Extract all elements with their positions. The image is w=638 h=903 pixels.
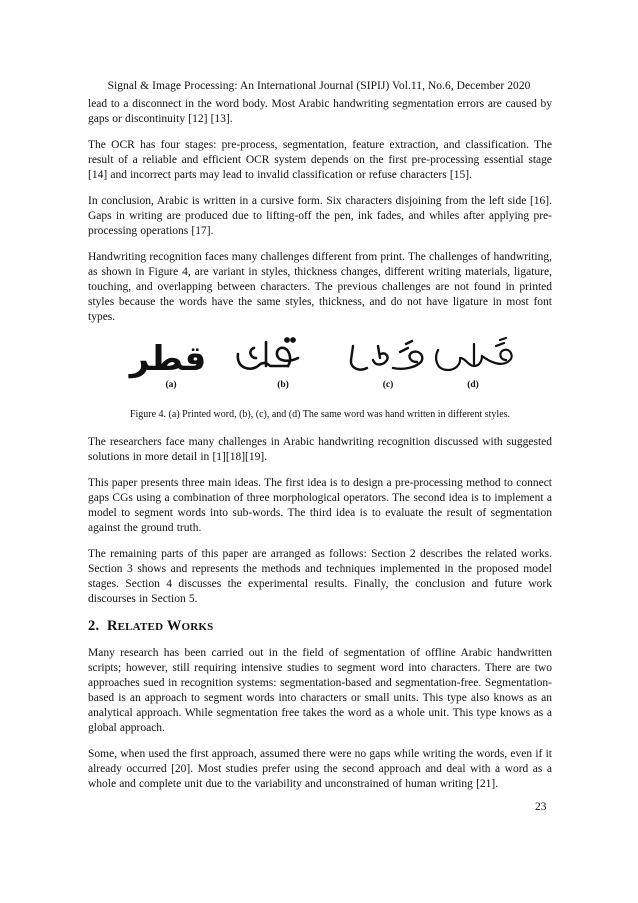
section-title-initial-r: R [106,618,118,634]
page-body [88,97,552,803]
section-title-smallcaps-orks: ORKS [181,621,214,633]
section-title-initial-w: W [166,618,182,634]
figure-label-b: (b) [277,380,289,390]
paragraph: The remaining parts of this paper are arranged as follows: Section 2 describes the related works. Section 3 shows and represents the methods and techniques implemented in the proposed model stages. Section 4 discusses the experimental results. Finally, the conclusion and future work discourses in Section 5. [88,548,552,605]
section-heading [88,618,552,635]
section-title-smallcaps-elated: ELATED [117,621,164,633]
paragraph: lead to a disconnect in the word body. Most Arabic handwriting segmentation errors are caused by gaps or discontinuity [12] [13]. [88,98,552,125]
running-header: Signal & Image Processing: An International Journal (SIPIJ) Vol.11, No.6, December 2020 [107,80,531,92]
section-number: 2. [88,618,100,634]
paragraph: Some, when used the first approach, assumed there were no gaps while writing the words, even if it already occurred [20]. Most studies prefer using the second approach and deal with a word as a whole and complete unit due to the variability and unconstrained of human writing [21]. [88,748,552,790]
figure-4 [88,336,552,396]
paragraph: In conclusion, Arabic is written in a cursive form. Six characters disjoining from the left side [16]. Gaps in writing are produced due to lifting-off the pen, ink fades, and whiles after applying pre-processing operations [17]. [88,195,552,237]
paragraph: The researchers face many challenges in Arabic handwriting recognition discussed with suggested solutions in more detail in [1][18][19]. [88,436,552,463]
handwritten-word-d [436,338,511,370]
paragraph: The OCR has four stages: pre-process, segmentation, feature extraction, and classification. The result of a reliable and efficient OCR system depends on the first pre-processing essential stage [14] and incorrect parts may lead to invalid classification or refuse characters [15]. [88,139,552,181]
handwritten-word-b [238,338,298,368]
page-number: 23 [535,801,547,813]
figure-label-c: (c) [382,380,394,390]
handwritten-word-c [351,341,422,370]
figure-label-a: (a) [165,380,177,390]
paragraph: This paper presents three main ideas. The first idea is to design a pre-processing method to connect gaps CGs using a combination of three morphological operators. The second idea is to implement a model to segment words into sub-words. The third idea is to evaluate the result of segmentation against the ground truth. [88,477,552,534]
paragraph: Many research has been carried out in the field of segmentation of offline Arabic handwritten scripts; however, still requiring intensive studies to segment word into characters. There are two approaches sued in recognition systems: segmentation-based and segmentation-free. Segmentation-based is an approach to segment words into characters or small units. This type also knows as an analytical approach. While segmentation free takes the word as a whole unit. This type knows as a global approach. [88,647,552,734]
paragraph: Handwriting recognition faces many challenges different from print. The challenges of handwriting, as shown in Figure 4, are variant in styles, thickness changes, different writing materials, ligature, touching, and overlapping between characters. The previous challenges are not found in printed styles because the words have the same styles, thickness, and do not have ligature in most font types. [88,251,552,323]
printed-arabic-word: قطر [129,339,207,379]
arabic-word-samples [88,336,552,380]
figure-caption: Figure 4. (a) Printed word, (b), (c), and (d) The same word was hand written in different styles. [129,409,511,420]
figure-label-d: (d) [467,380,479,390]
